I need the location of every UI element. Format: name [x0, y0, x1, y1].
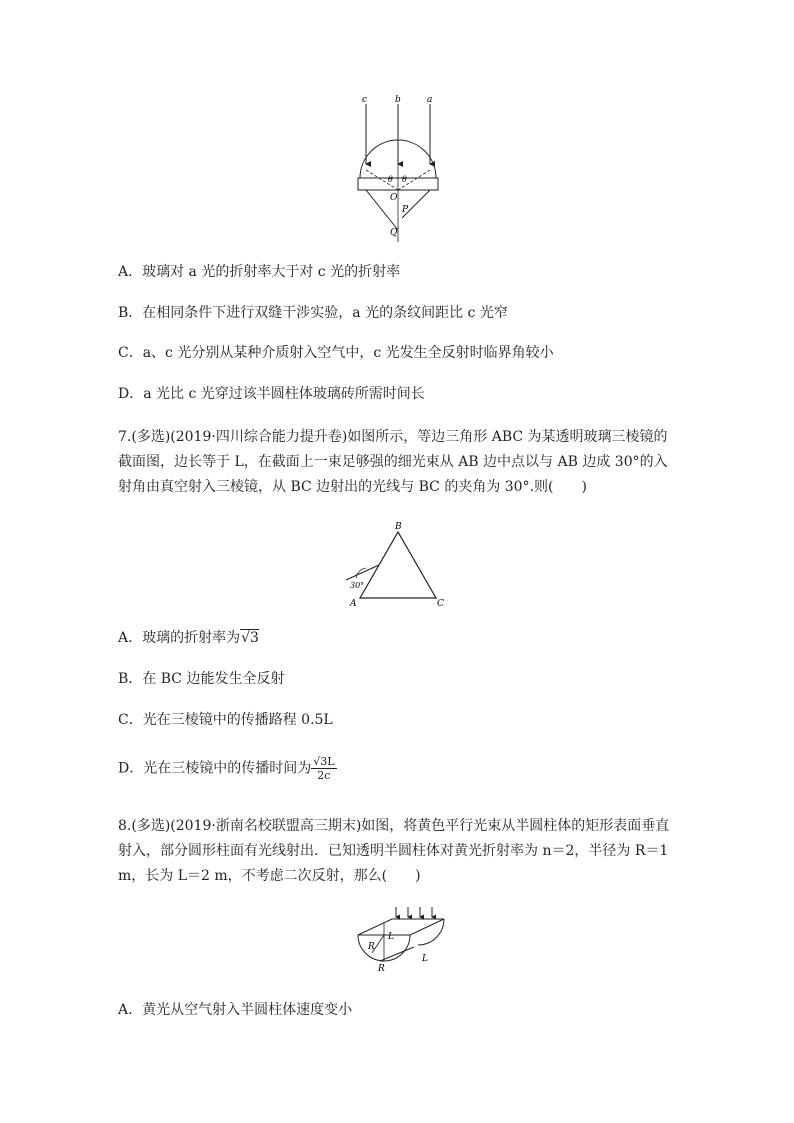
q7-option-c: C．光在三棱镜中的传播路程 0.5L [118, 712, 333, 728]
q6-option-a: A．玻璃对 a 光的折射率大于对 c 光的折射率 [118, 264, 401, 280]
figure-semicircle-rays [350, 92, 450, 242]
fraction: $\frac{√3L}{2c}$ [313, 755, 335, 782]
label-R-1: R [368, 942, 375, 952]
q7-option-a: A．玻璃的折射率为√3 [118, 630, 259, 646]
label-c: c [362, 95, 368, 105]
q7-option-b: B．在 BC 边能发生全反射 [118, 671, 285, 687]
label-R-2: R [378, 964, 385, 974]
label-L-2: L [422, 954, 428, 964]
q6-option-b: B．在相同条件下进行双缝干涉实验，a 光的条纹间距比 c 光窄 [118, 305, 508, 321]
q7-option-d: D．光在三棱镜中的传播时间为 $\frac{√3L}{2c}$ [118, 755, 335, 782]
q6-option-d: D．a 光比 c 光穿过该半圆柱体玻璃砖所需时间长 [118, 386, 425, 402]
q6-option-c: C．a、c 光分别从某种介质射入空气中，c 光发生全反射时临界角较小 [118, 345, 554, 361]
label-theta-1: θ [388, 175, 393, 184]
label-A: A [350, 599, 357, 609]
label-L-1: L [388, 932, 394, 942]
q7-stem: 7.(多选)(2019·四川综合能力提升卷)如图所示，等边三角形 ABC 为某透明玻璃三棱镜的截面图，边长等于 L，在截面上一束足够强的细光束从 AB 边中点以与 AB 边成 30°的入射角由真空射入三棱镜，从 BC 边射出的光线与 BC 的夹角为 30°.则( ) [118, 429, 668, 495]
figure-half-cylinder [350, 905, 450, 977]
label-b: b [395, 95, 401, 105]
label-30deg: 30° [350, 581, 365, 590]
label-theta-2: θ [402, 175, 407, 184]
q8-option-a: A．黄光从空气射入半圆柱体速度变小 [118, 1002, 353, 1018]
q8-stem: 8.(多选)(2019·浙南名校联盟高三期末)如图，将黄色平行光束从半圆柱体的矩形表面垂直射入，部分圆形柱面有光线射出．已知透明半圆柱体对黄光折射率为 n＝2，半径为 R＝1 m，长为 L＝2 m，不考虑二次反射，那么( ) [118, 818, 670, 884]
label-C: C [437, 599, 444, 609]
triangle-abc [360, 532, 436, 598]
label-P: P [402, 205, 409, 215]
figure-triangle-prism [340, 520, 460, 612]
label-O: O [390, 193, 398, 203]
label-B: B [395, 522, 402, 532]
label-Q: Q [390, 228, 398, 238]
label-a: a [427, 95, 433, 105]
